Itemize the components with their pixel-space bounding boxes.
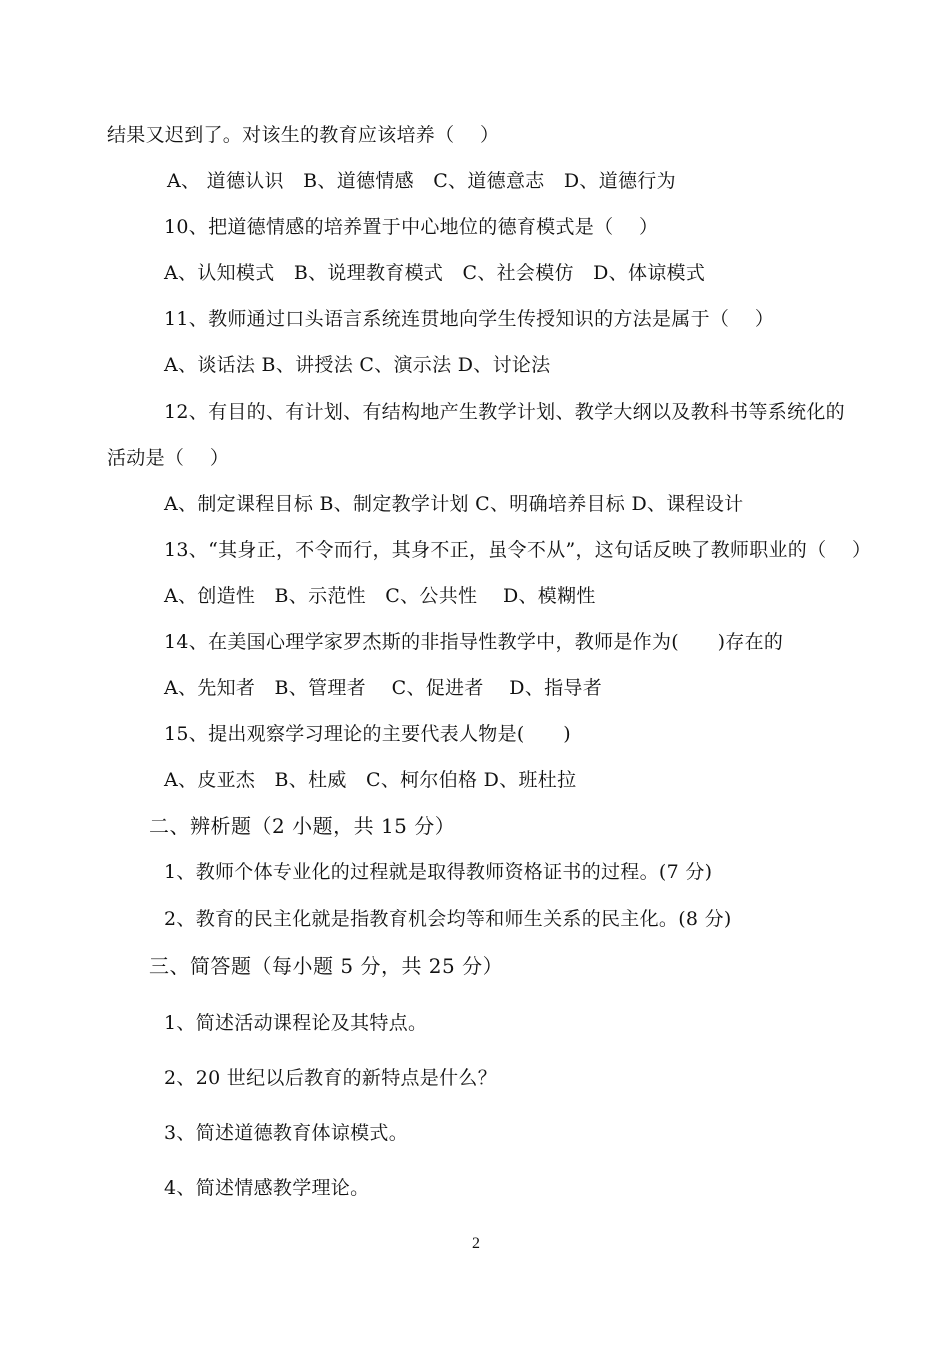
question-11-options: A、谈话法 B、讲授法 C、演示法 D、讨论法 — [164, 354, 551, 376]
question-9-continuation: 结果又迟到了。对该生的教育应该培养（ ） — [107, 124, 500, 146]
analysis-question-1: 1、教师个体专业化的过程就是取得教师资格证书的过程。(7 分) — [164, 861, 713, 883]
question-15: 15、提出观察学习理论的主要代表人物是( ) — [164, 723, 571, 745]
short-answer-question-3: 3、简述道德教育体谅模式。 — [164, 1122, 408, 1144]
question-14-options: A、先知者 B、管理者 C、促进者 D、指导者 — [164, 677, 603, 699]
short-answer-question-2: 2、20 世纪以后教育的新特点是什么？ — [164, 1067, 498, 1089]
question-9-options: A、 道德认识 B、道德情感 C、道德意志 D、道德行为 — [167, 170, 676, 192]
question-15-options: A、皮亚杰 B、杜威 C、柯尔伯格 D、班杜拉 — [164, 769, 577, 791]
question-14: 14、在美国心理学家罗杰斯的非指导性教学中，教师是作为( )存在的 — [164, 631, 784, 653]
question-11: 11、教师通过口头语言系统连贯地向学生传授知识的方法是属于（ ） — [164, 308, 775, 330]
question-12: 12、有目的、有计划、有结构地产生教学计划、教学大纲以及教科书等系统化的 — [164, 401, 845, 423]
question-10: 10、把道德情感的培养置于中心地位的德育模式是（ ） — [164, 216, 659, 238]
page-number: 2 — [472, 1235, 480, 1252]
question-10-options: A、认知模式 B、说理教育模式 C、社会模仿 D、体谅模式 — [164, 262, 706, 284]
question-12-options: A、制定课程目标 B、制定教学计划 C、明确培养目标 D、课程设计 — [164, 493, 744, 515]
analysis-question-2: 2、教育的民主化就是指教育机会均等和师生关系的民主化。(8 分) — [164, 908, 732, 930]
section-3-heading: 三、简答题（每小题 5 分，共 25 分） — [149, 954, 504, 978]
short-answer-question-4: 4、简述情感教学理论。 — [164, 1177, 370, 1199]
question-12-continuation: 活动是（ ） — [107, 447, 230, 469]
question-13-options: A、创造性 B、示范性 C、公共性 D、模糊性 — [164, 585, 596, 607]
section-2-heading: 二、辨析题（2 小题，共 15 分） — [149, 814, 456, 838]
question-13: 13、“其身正，不令而行，其身不正，虽令不从”，这句话反映了教师职业的（ ） — [164, 539, 872, 561]
short-answer-question-1: 1、简述活动课程论及其特点。 — [164, 1012, 428, 1034]
